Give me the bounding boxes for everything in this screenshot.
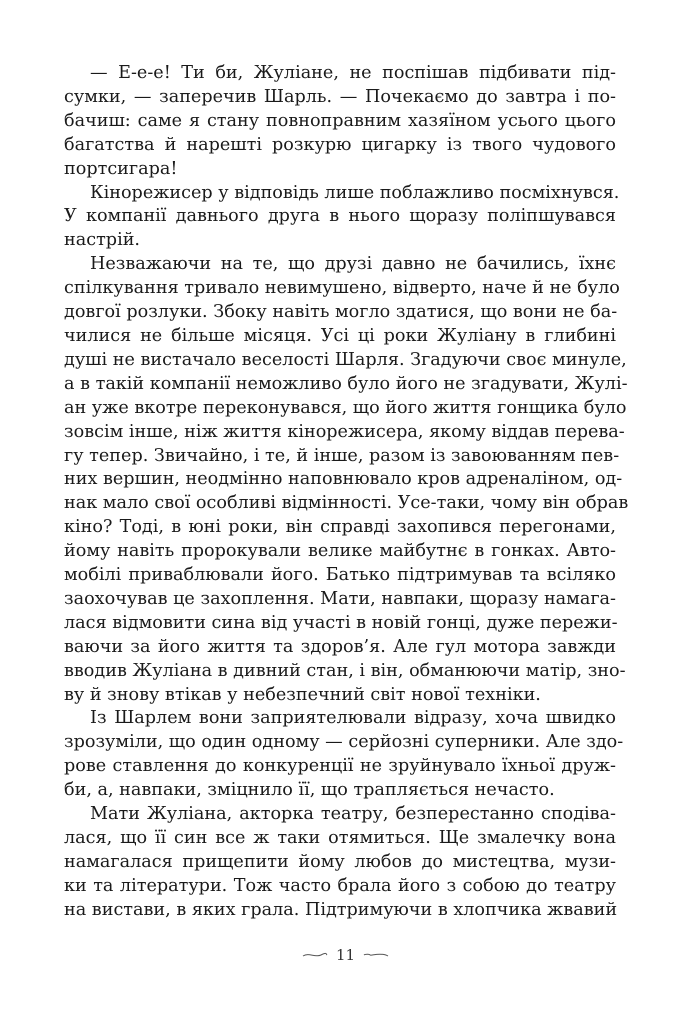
text-line: заохочував це захоплення. Мати, навпаки, щоразу намага- [64,588,616,609]
paragraph [64,182,620,254]
text-line: них вершин, неодмінно наповнювало кров адреналіном, од- [64,469,623,490]
text-line: Кінорежисер у відповідь лише поблажливо посміхнувся. [90,182,620,203]
paragraph [64,253,629,707]
text-line: вводив Жуліана в дивний стан, і він, обманюючи матір, зно- [64,660,626,681]
page-footer [0,946,691,964]
text-line: би, а, навпаки, зміцнило її, що трапляється нечасто. [64,780,555,801]
text-line: лася відмовити сина від участі в новій гонці, дуже пережи- [64,612,618,633]
text-line: ки та літератури. Тож часто брала його з собою до театру [64,875,616,896]
text-line: Мати Жуліана, акторка театру, безперестанно сподіва- [90,804,616,825]
text-line: мобілі приваблювали його. Батько підтримував та всіляко [64,565,616,586]
page-number: 11 [335,946,356,964]
text-line: портсигара! [64,158,178,179]
text-line: намагалася прищепити йому любов до мистецтва, музи- [64,851,616,872]
text-line: Із Шарлем вони заприятелювали відразу, хоча швидко [90,708,616,729]
text-line: лася, що її син все ж таки отямиться. Ще змалечку вона [64,828,616,848]
text-line: кіно? Тоді, в юні роки, він справді захопився перегонами, [64,517,616,538]
text-line: гу тепер. Звичайно, і те, й інше, разом із завоюванням пев- [64,445,620,466]
text-line: чилися не більше місяця. Усі ці роки Жуліану в глибині [64,325,616,346]
text-line: нак мало свої особливі відмінності. Усе-таки, чому він обрав [64,493,629,514]
right-swash-ornament [363,951,389,959]
text-line: зрозуміли, що один одному — серйозні суперники. Але здо- [64,732,624,753]
text-line: зовсім інше, ніж життя кінорежисера, якому віддав перева- [64,421,625,442]
text-line: багатства й нарешті розкурю цигарку із твого чудового [64,134,616,155]
text-line: — Е-е-е! Ти би, Жуліане, не поспішав підбивати під- [90,63,616,83]
text-line: спілкування тривало невимушено, відверто, наче й не було [64,278,620,299]
text-line: ваючи за його життя та здоров’я. Але гул мотора завжди [64,636,616,657]
text-line: рове ставлення до конкуренції не зруйнувало їхньої друж- [64,756,616,777]
text-line: ву й знову втікав у небезпечний світ нової техніки. [64,684,541,705]
text-line: бачиш: саме я стану повноправним хазяїном усього цього [64,110,616,131]
text-line: на вистави, в яких грала. Підтримуючи в хлопчика жвавий [64,899,618,920]
text-line: душі не вистачало веселості Шарля. Згадуючи своє минуле, [64,349,627,370]
text-line: настрій. [64,230,141,251]
text-line: а в такій компанії неможливо було його не згадувати, Жулі- [64,373,628,394]
paragraph [64,707,624,803]
text-line: йому навіть пророкували велике майбутнє в гонках. Авто- [64,541,616,562]
text-line: довгої розлуки. Збоку навіть могло здатися, що вони не ба- [64,302,618,323]
text-line: Незважаючи на те, що друзі давно не бачились, їхнє [90,254,616,275]
left-swash-ornament [302,951,328,959]
paragraph [64,803,616,923]
page-body [64,62,629,923]
text-line: ан уже вкотре переконувався, що його життя гонщика було [64,397,627,418]
text-line: сумки, — заперечив Шарль. — Почекаємо до завтра і по- [64,86,616,107]
text-line: У компанії давнього друга в нього щоразу поліпшувався [64,206,616,227]
paragraph [64,62,616,182]
